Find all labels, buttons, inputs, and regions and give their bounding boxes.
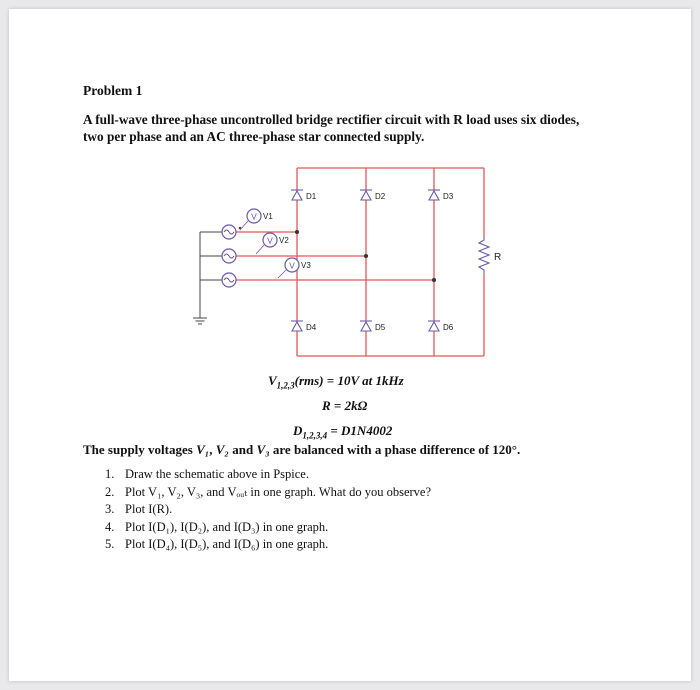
task-number: 3. [105, 502, 115, 516]
diode-label-d3: D3 [443, 192, 454, 201]
supply-prefix: The supply voltages [83, 442, 197, 457]
list-item [105, 484, 431, 502]
task-text: Plot I(D₁), I(D₂), and I(D₃) in one graph. [125, 519, 329, 534]
supply-and: and [228, 442, 257, 457]
diode-label-d6: D6 [443, 323, 454, 332]
list-item [105, 519, 431, 537]
source-label-v1: V1 [263, 212, 273, 221]
source-label-v3: V3 [301, 261, 311, 270]
probe-v1-symbol: V [251, 211, 257, 222]
voltage-subscript: 1,2,3 [276, 380, 295, 391]
diode-d3-icon [428, 190, 440, 200]
voltage-symbol: V [268, 373, 277, 388]
supply-suffix: are balanced with a phase difference of 120°. [269, 442, 521, 457]
task-text: Plot V₁, V₂, V₃, and Vₒᵤₜ in one graph. What do you observe? [125, 484, 431, 499]
diode-d5-icon [360, 321, 372, 331]
supply-v2: V₂ [215, 442, 229, 457]
task-list [105, 466, 431, 554]
task-number: 5. [105, 537, 115, 551]
problem-title: Problem 1 [83, 83, 143, 98]
supply-statement: The supply voltages V₁, V₂ and V₃ are balanced with a phase difference of 120°. [83, 442, 521, 457]
diode-d2-icon [360, 190, 372, 200]
task-text: Draw the schematic above in Pspice. [125, 467, 309, 481]
diode-label-d5: D5 [375, 323, 386, 332]
probe-leads [240, 221, 286, 278]
list-item [105, 466, 431, 484]
diode-d6-icon [428, 321, 440, 331]
diode-d4-icon [291, 321, 303, 331]
diode-label-d4: D4 [306, 323, 317, 332]
supply-v3: V₃ [256, 442, 270, 457]
problem-description: A full-wave three-phase uncontrolled bridge rectifier circuit with R load uses six diodes, two per phase and an AC three-phase star connected supply. [83, 112, 580, 144]
diode-label-d1: D1 [306, 192, 317, 201]
source-label-v2: V2 [279, 236, 289, 245]
resistor-label: R [494, 252, 502, 263]
task-number: 2. [105, 484, 115, 499]
task-number: 1. [105, 467, 115, 481]
diode-subscript: 1,2,3,4 [302, 430, 328, 441]
supply-v1: V₁ [196, 442, 210, 457]
resistance-equation: R = 2kΩ [322, 398, 368, 413]
diode-d1-icon [291, 190, 303, 200]
probe-v3-symbol: V [289, 260, 295, 271]
task-text: Plot I(R). [125, 502, 173, 516]
voltage-value: (rms) = 10V at 1kHz [294, 373, 404, 388]
list-item [105, 536, 431, 554]
diode-label-d2: D2 [375, 192, 386, 201]
resistor-icon [479, 236, 489, 274]
diode-equation [293, 423, 392, 441]
task-text: Plot I(D₄), I(D₅), and I(D₆) in one graph. [125, 537, 329, 551]
neutral-wiring [200, 232, 222, 318]
ground-icon [193, 318, 207, 324]
probe-v2-symbol: V [267, 235, 273, 246]
voltage-equation [268, 373, 404, 391]
list-item [105, 501, 431, 519]
task-number: 4. [105, 519, 115, 534]
diode-value: = D1N4002 [327, 423, 393, 438]
diode-symbol: D [293, 423, 303, 438]
